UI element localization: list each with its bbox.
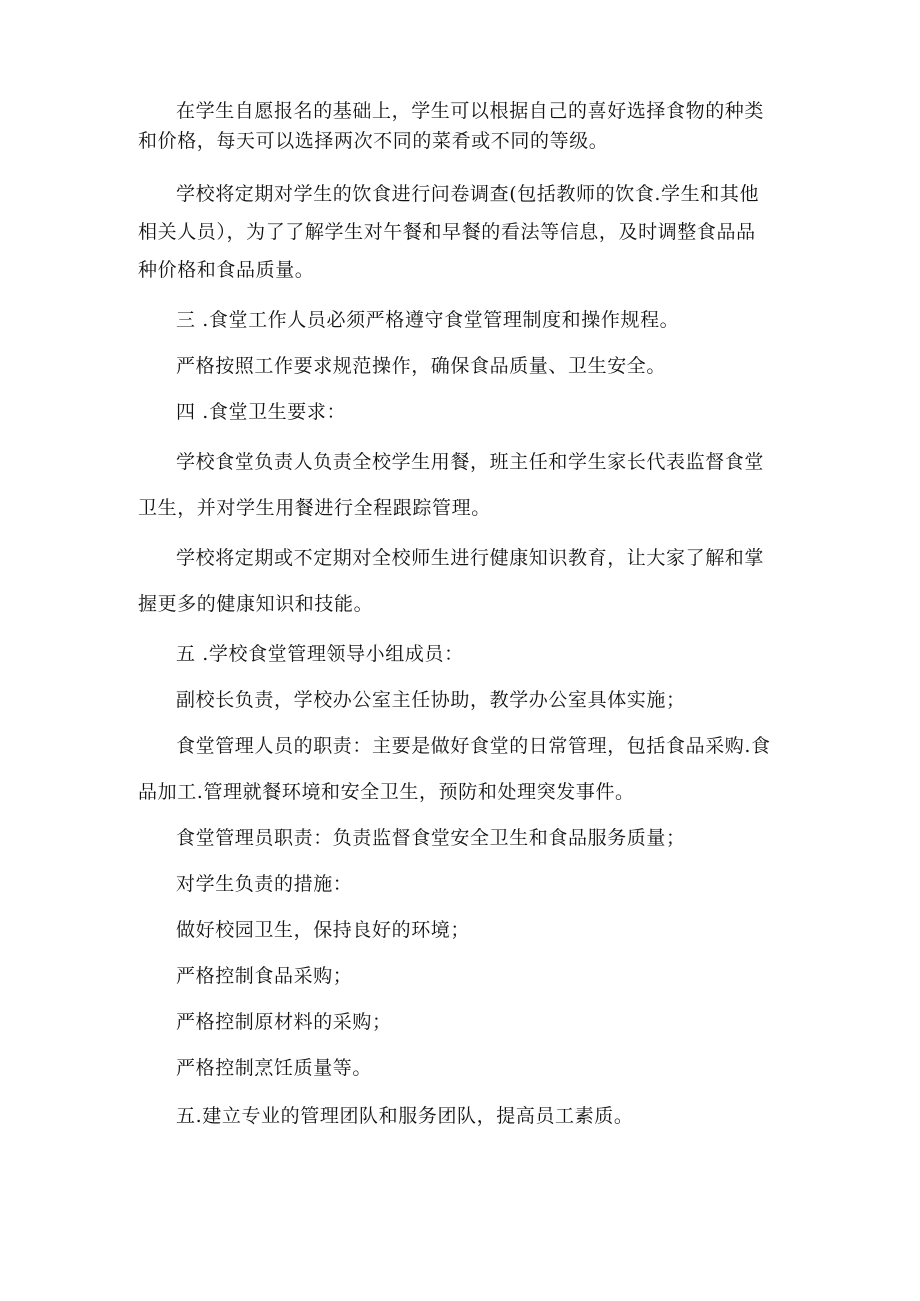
section-heading-3 (138, 301, 786, 339)
text-line: 和价格，每天可以选择两次不同的菜肴或不同的等级。 (138, 130, 609, 152)
text-line: 做好校园卫生，保持良好的环境； (176, 919, 471, 941)
text-line: 四 .食堂卫生要求： (176, 401, 347, 423)
paragraph-2 (138, 175, 786, 289)
text-line: 食堂管理员职责：负责监督食堂安全卫生和食品服务质量； (176, 827, 686, 849)
list-item (138, 999, 786, 1045)
section-heading-5 (138, 631, 786, 677)
section-heading-final (138, 1093, 786, 1139)
paragraph-6 (138, 439, 786, 531)
text-line: 五.建立专业的管理团队和服务团队，提高员工素质。 (176, 1105, 634, 1127)
text-line: 学校食堂负责人负责全校学生用餐，班主任和学生家长代表监督食堂 (176, 451, 765, 473)
paragraph-1 (138, 96, 786, 156)
paragraph-4 (138, 347, 786, 385)
text-line: 相关人员），为了了解学生对午餐和早餐的看法等信息，及时调整食品品 (138, 221, 756, 243)
text-line: 五 .学校食堂管理领导小组成员： (176, 643, 464, 665)
text-line: 品加工.管理就餐环境和安全卫生，预防和处理突发事件。 (138, 781, 635, 803)
text-line: 严格控制原材料的采购； (176, 1011, 392, 1033)
text-line: 副校长负责，学校办公室主任协助，教学办公室具体实施； (176, 689, 686, 711)
text-line: 学校将定期或不定期对全校师生进行健康知识教育，让大家了解和掌 (176, 547, 765, 569)
text-line: 三 .食堂工作人员必须严格遵守食堂管理制度和操作规程。 (176, 309, 680, 331)
paragraph-9 (138, 677, 786, 723)
text-line: 严格按照工作要求规范操作，确保食品质量、卫生安全。 (176, 355, 667, 377)
text-line: 卫生，并对学生用餐进行全程跟踪管理。 (138, 497, 491, 519)
paragraph-7 (138, 535, 786, 627)
text-line: 学校将定期对学生的饮食进行问卷调查(包括教师的饮食.学生和其他 (176, 183, 760, 205)
text-line: 严格控制食品采购； (176, 965, 353, 987)
text-line: 种价格和食品质量。 (138, 259, 315, 281)
document-page (138, 96, 786, 1139)
text-line: 严格控制烹饪质量等。 (176, 1057, 373, 1079)
section-heading-4 (138, 393, 786, 431)
list-item (138, 1045, 786, 1091)
text-line: 握更多的健康知识和技能。 (138, 593, 374, 615)
text-line: 在学生自愿报名的基础上，学生可以根据自己的喜好选择食物的种类 (176, 100, 765, 122)
text-line: 食堂管理人员的职责：主要是做好食堂的日常管理，包括食品采购.食 (176, 735, 771, 757)
list-item (138, 953, 786, 999)
paragraph-12 (138, 861, 786, 907)
paragraph-10 (138, 723, 786, 815)
text-line: 对学生负责的措施： (176, 873, 353, 895)
list-item (138, 907, 786, 953)
paragraph-11 (138, 815, 786, 861)
